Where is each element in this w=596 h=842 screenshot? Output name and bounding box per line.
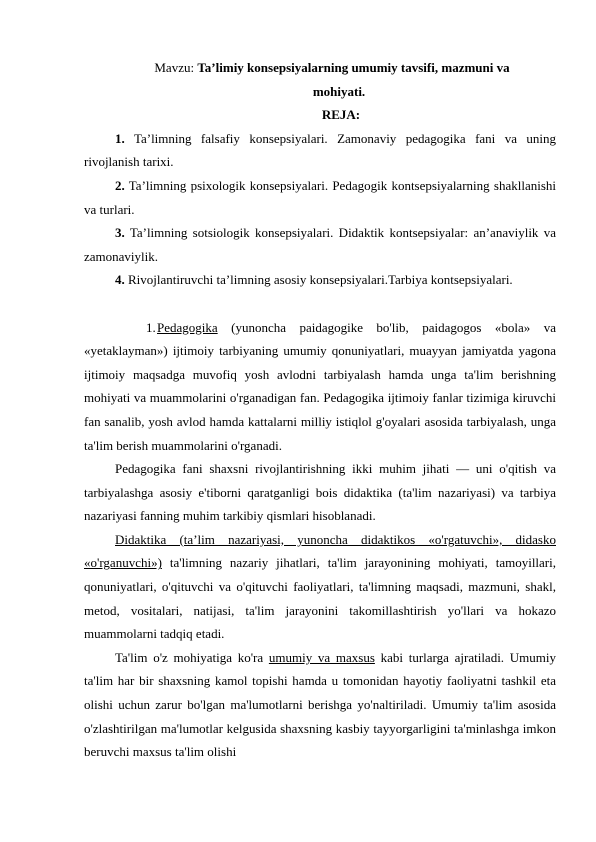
spacer: [84, 292, 556, 316]
plan-item-text: Ta’limning sotsiologik konsepsiyalari. Didaktik kontsepsiyalar: an’anaviylik va zamonaviylik.: [84, 225, 556, 264]
topic-title-line1: Ta’limiy konsepsiyalarning umumiy tavsifi, mazmuni va: [197, 60, 510, 75]
plan-item-4: [84, 268, 556, 292]
paragraph-text: kabi turlarga ajratiladi. Umumiy ta'lim har bir shaxsning kamol topishi hamda u tomonidan hayotiy faoliyatni tashkil eta olishi uchun zarur bo'lgan ma'lumotlarni berishga yo'naltiriladi. Umumiy ta'lim asosida o'zlashtirilgan ma'lumotlar kelgusida shaxsning kasbiy tayyorgarligini ta'minlashga imkon beruvchi maxsus ta'lim olishi: [84, 649, 556, 760]
plan-item-number: 1.: [115, 130, 125, 146]
paragraph-text: Ta'lim o'z mohiyatiga ko'ra: [115, 649, 269, 665]
paragraph-pedagogika: [84, 316, 556, 458]
plan-item-3: [84, 221, 556, 268]
paragraph-didaktika: [84, 528, 556, 646]
paragraph-talim-turlari: [84, 646, 556, 764]
plan-item-number: 3.: [115, 225, 125, 241]
paragraph-text: ta'limning nazariy jihatlari, ta'lim jarayonining mohiyati, tamoyillari, qonuniyatlari, o'qituvchi va o'qituvchi faoliyatlari, ta'limning maqsadi, mazmuni, shakl, metod, vositalari, natijasi, ta'lim jarayonini takomillashtirish yo'llari va hokazo muammolarni tadqiq etadi.: [84, 555, 556, 642]
plan-item-2: [84, 174, 556, 221]
paragraph-pedagogika-fani: Pedagogika fani shaxsni rivojlantirishning ikki muhim jihati — uni o'qitish va tarbiyalashga asosiy e'tiborni qaratganligi bois didaktika (ta'lim nazariyasi) va tarbiya nazariyasi fanning muhim tarkibiy qismlari hisoblanadi.: [84, 461, 556, 524]
document-page: [84, 56, 556, 764]
term-umumiy-maxsus: umumiy va maxsus: [268, 649, 375, 665]
term-pedagogika: Pedagogika: [157, 319, 218, 335]
topic-title-line2: mohiyati.: [312, 83, 366, 99]
plan-item-text: Ta’limning psixologik konsepsiyalari. Pedagogik kontsepsiyalarning shakllanishi va turlari.: [84, 177, 556, 217]
plan-heading: REJA:: [321, 107, 361, 123]
paragraph-number: 1.: [146, 319, 156, 335]
plan-item-1: [84, 127, 556, 174]
plan-item-text: Rivojlantiruvchi ta’limning asosiy konsepsiyalari.Tarbiya kontsepsiyalari.: [128, 272, 513, 288]
topic-label: Mavzu:: [154, 60, 195, 75]
term-didaktika: Didaktika (ta’lim nazariyasi, yunoncha didaktikos «o'rgatuvchi», didasko «o'rganuvchi»): [84, 531, 556, 571]
plan-item-number: 2.: [115, 177, 125, 193]
plan-item-number: 4.: [115, 272, 125, 288]
plan-item-text: Ta’limning falsafiy konsepsiyalari. Zamonaviy pedagogika fani va uning rivojlanish tarixi.: [84, 130, 556, 170]
topic-line: [84, 56, 556, 103]
paragraph-text: (yunoncha paidagogike bo'lib, paidagogos «bola» va «yetaklayman») ijtimoiy tarbiyaning umumiy qonuniyatlari, muayyan jamiyatda yagona ijtimoiy maqsadga muvofiq yosh avlodni tarbiyalash hamda unga ta'lim berishning mohiyati va muammolarini o'rganadigan fan. Pedagogika ijtimoiy fanlar tizimiga kiruvchi fan sanalib, yosh avlod hamda kattalarni milliy istiqlol g'oyalari asosida tarbiyalash, unga ta'lim berish muammolarini o'rganadi.: [84, 319, 556, 453]
